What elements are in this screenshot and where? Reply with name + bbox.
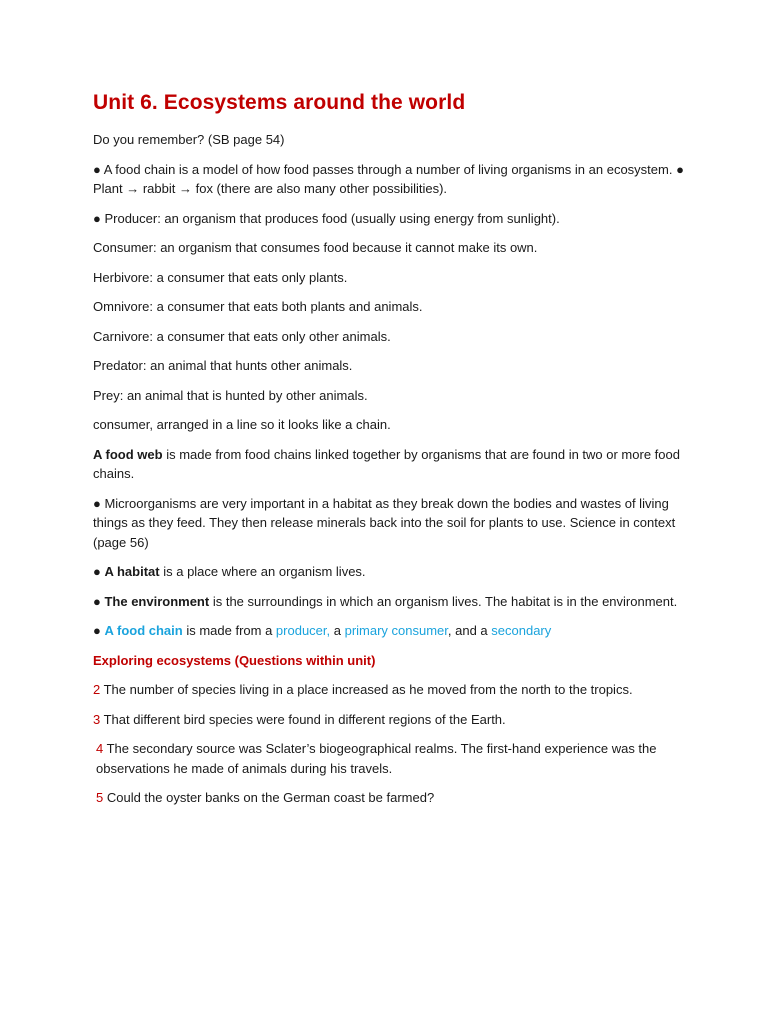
remember-line: Do you remember? (SB page 54) — [93, 132, 285, 147]
habitat-text: is a place where an organism lives. — [159, 564, 366, 579]
food-chain-mid-3: , and a — [447, 623, 492, 638]
answer-item — [96, 739, 684, 778]
bullet: ● — [93, 593, 105, 609]
answer-text: The secondary source was Sclater’s biogeographical realms. The first-hand experience was the observations he made of animals during his travels. — [96, 741, 657, 776]
food-web-paragraph — [93, 445, 684, 484]
habitat-paragraph — [93, 562, 684, 582]
environment-term: The environment — [104, 593, 210, 609]
food-web-text: is made from food chains linked together by organisms that are found in two or more food chains. — [93, 446, 680, 481]
section-subheading: Exploring ecosystems (Questions within unit) — [93, 652, 376, 668]
page-title: Unit 6. Ecosystems around the world — [93, 91, 466, 114]
answer-item — [96, 788, 684, 808]
producer-term: producer, — [275, 623, 331, 638]
omnivore-definition: Omnivore: a consumer that eats both plants and animals. — [93, 299, 423, 314]
microorganisms-paragraph: ● Microorganisms are very important in a habitat as they break down the bodies and wastes of living things as they feed. They then release minerals back into the soil for plants to use. Science in context (page 56) — [93, 495, 676, 550]
primary-consumer-term: primary consumer — [344, 623, 448, 638]
secondary-term: secondary — [491, 623, 552, 638]
food-chain-mid-2: a — [330, 623, 345, 638]
food-chain-line — [93, 621, 684, 641]
carnivore-definition: Carnivore: a consumer that eats only other animals. — [93, 328, 391, 344]
environment-text: is the surroundings in which an organism lives. The habitat is in the environment. — [209, 593, 678, 609]
bullet: ● — [93, 623, 105, 638]
environment-paragraph — [93, 592, 684, 612]
answer-item — [93, 710, 684, 730]
consumer-definition: Consumer: an organism that consumes food because it cannot make its own. — [93, 240, 538, 255]
answer-text: Could the oyster banks on the German coast be farmed? — [103, 790, 435, 805]
food-chain-paragraph: ● A food chain is a model of how food passes through a number of living organisms in an ecosystem. ● Plant → rabbit → fox (there are also many other possibilities). — [93, 161, 684, 196]
food-chain-mid-1: is made from a — [182, 623, 276, 638]
answer-number: 2 — [93, 682, 101, 697]
herbivore-definition: Herbivore: a consumer that eats only plants. — [93, 269, 348, 285]
answer-text: That different bird species were found in different regions of the Earth. — [100, 711, 506, 727]
answer-number: 5 — [96, 790, 104, 805]
prey-definition: Prey: an animal that is hunted by other animals. — [93, 387, 368, 403]
answer-item — [93, 680, 684, 700]
bullet: ● — [93, 564, 105, 579]
answer-number: 4 — [96, 741, 104, 756]
habitat-term: A habitat — [104, 564, 160, 579]
food-chain-term: A food chain — [104, 623, 183, 638]
answer-number: 3 — [93, 711, 101, 727]
food-web-term: A food web — [93, 446, 163, 462]
predator-definition: Predator: an animal that hunts other animals. — [93, 358, 353, 373]
consumer-chain-line: consumer, arranged in a line so it looks like a chain. — [93, 417, 391, 432]
answer-text: The number of species living in a place increased as he moved from the north to the tropics. — [100, 682, 633, 697]
producer-definition: ● Producer: an organism that produces food (usually using energy from sunlight). — [93, 210, 560, 226]
